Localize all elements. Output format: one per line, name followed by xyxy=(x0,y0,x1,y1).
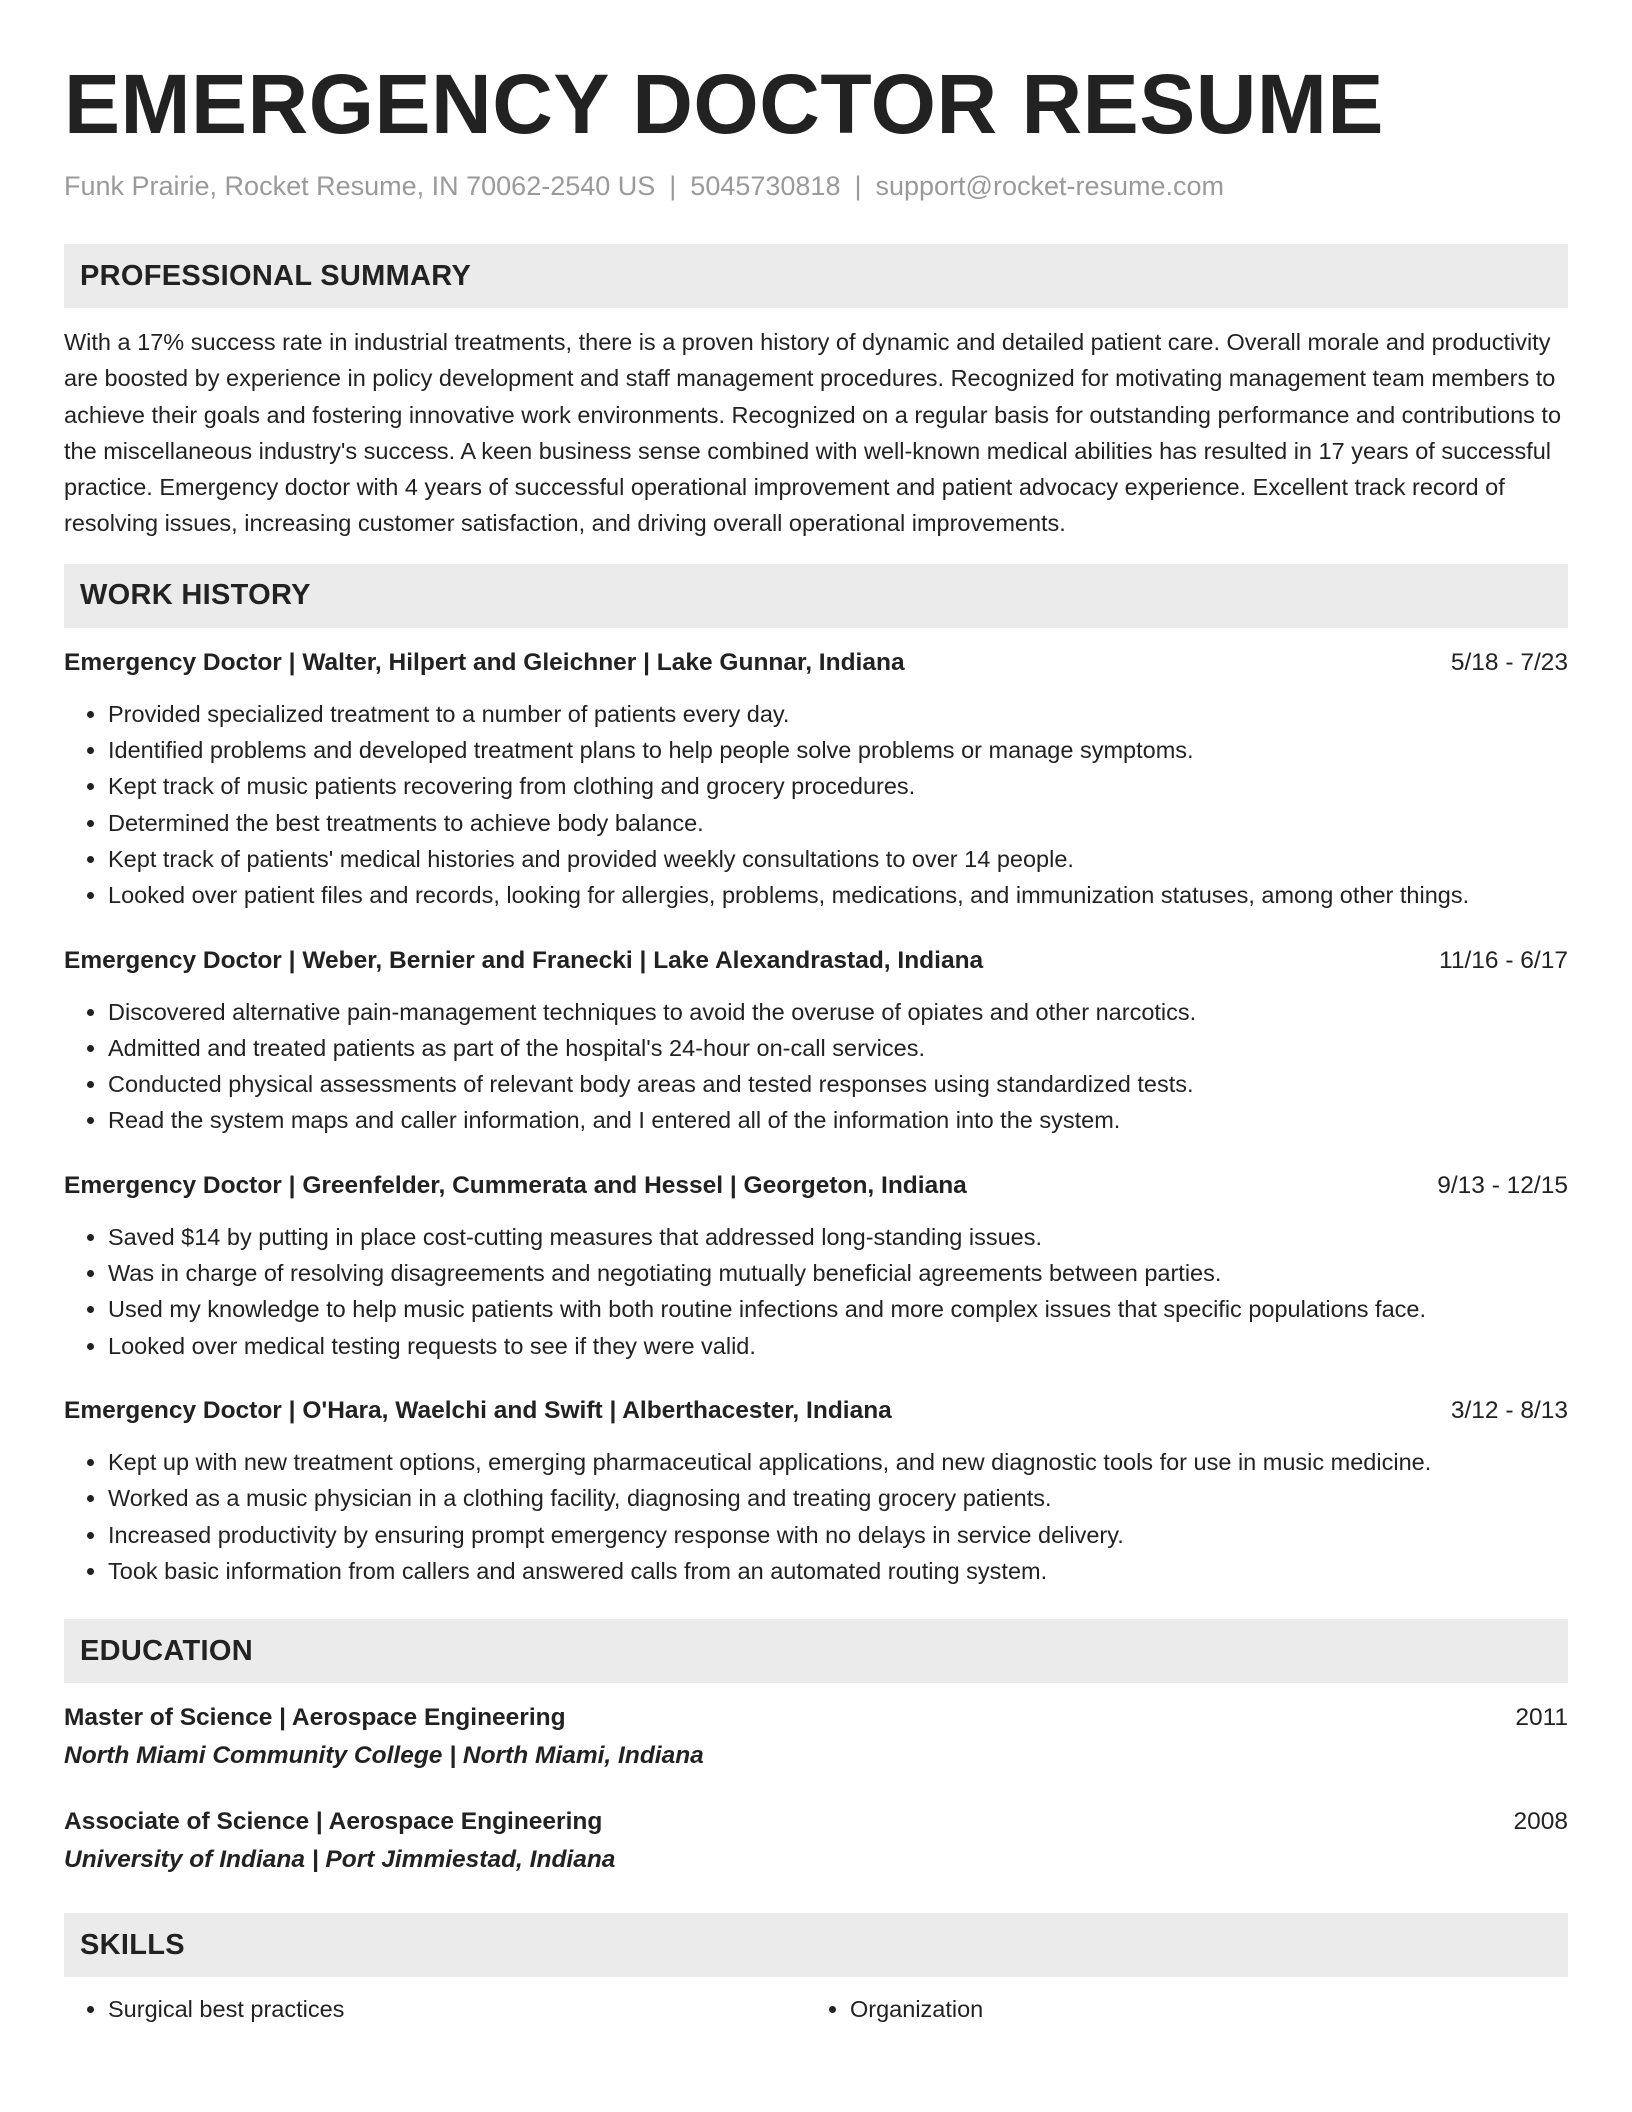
job-bullet: • Conducted physical assessments of relevant body areas and tested responses using standardized tests. xyxy=(108,1066,1568,1102)
skills-column-right xyxy=(806,1991,1548,2027)
degree: Associate of Science | Aerospace Engineering xyxy=(64,1808,603,1836)
skills-section-header xyxy=(64,1913,1568,1977)
school: North Miami Community College | North Miami, Indiana xyxy=(64,1742,704,1770)
education-header xyxy=(64,1805,1568,1839)
job-bullet: • Was in charge of resolving disagreements and negotiating mutually beneficial agreements between parties. xyxy=(108,1255,1568,1291)
education-section-header xyxy=(64,1619,1568,1683)
job-bullet: • Read the system maps and caller information, and I entered all of the information into the system. xyxy=(108,1102,1568,1138)
summary-text: With a 17% success rate in industrial treatments, there is a proven history of dynamic and detailed patient care. Overall morale and productivity are boosted by experience in policy development and staff management procedures. Recognized for motivating management team members to achieve their goals and fostering innovative work environments. Recognized on a regular basis for outstanding performance and contributions to the miscellaneous industry's success. A keen business sense combined with well-known medical abilities has resulted in 17 years of successful practice. Emergency doctor with 4 years of successful operational improvement and patient advocacy experience. Excellent track record of resolving issues, increasing customer satisfaction, and driving overall operational improvements. xyxy=(64,329,1562,537)
job-dates: 5/18 - 7/23 xyxy=(1450,648,1568,676)
resume-title: EMERGENCY DOCTOR RESUME xyxy=(64,57,1384,151)
job-title: Emergency Doctor | O'Hara, Waelchi and Swift | Alberthacester, Indiana xyxy=(64,1396,892,1424)
contact-line xyxy=(64,168,1568,204)
job-bullet: • Kept up with new treatment options, emerging pharmaceutical applications, and new diagnostic tools for use in music medicine. xyxy=(108,1444,1568,1480)
job-bullet: • Discovered alternative pain-management techniques to avoid the overuse of opiates and other narcotics. xyxy=(108,994,1568,1030)
job-title: Emergency Doctor | Greenfelder, Cummerata and Hessel | Georgeton, Indiana xyxy=(64,1171,967,1199)
job-entry xyxy=(64,944,1568,1139)
job-bullet: • Provided specialized treatment to a number of patients every day. xyxy=(108,696,1568,732)
summary-section-header xyxy=(64,244,1568,308)
education-year: 2011 xyxy=(1515,1704,1568,1732)
job-header xyxy=(64,944,1568,978)
job-bullet: • Took basic information from callers and answered calls from an automated routing system. xyxy=(108,1553,1568,1589)
job-bullet: • Looked over medical testing requests to see if they were valid. xyxy=(108,1328,1568,1364)
job-dates: 3/12 - 8/13 xyxy=(1450,1396,1568,1424)
job-bullet: • Admitted and treated patients as part of the hospital's 24-hour on-call services. xyxy=(108,1030,1568,1066)
degree: Master of Science | Aerospace Engineering xyxy=(64,1704,566,1732)
job-title: Emergency Doctor | Walter, Hilpert and Gleichner | Lake Gunnar, Indiana xyxy=(64,648,905,676)
job-header xyxy=(64,1394,1568,1428)
education-year: 2008 xyxy=(1513,1808,1568,1836)
skill-item: • Surgical best practices xyxy=(108,1991,806,2027)
school: University of Indiana | Port Jimmiestad, Indiana xyxy=(64,1846,616,1874)
skills-column-left xyxy=(64,1991,806,2027)
education-entry xyxy=(64,1701,1568,1773)
skill-item: • Organization xyxy=(850,1991,1548,2027)
skills-list xyxy=(64,1991,1568,2027)
work-section-header xyxy=(64,564,1568,628)
job-bullets xyxy=(64,1219,1568,1364)
contact-email: support@rocket-resume.com xyxy=(875,171,1225,201)
contact-separator: | xyxy=(854,171,862,201)
job-bullet: • Kept track of music patients recovering from clothing and grocery procedures. xyxy=(108,768,1568,804)
job-title: Emergency Doctor | Weber, Bernier and Franecki | Lake Alexandrastad, Indiana xyxy=(64,946,984,974)
education-entry xyxy=(64,1805,1568,1877)
education-header xyxy=(64,1701,1568,1735)
job-entry xyxy=(64,646,1568,914)
contact-phone: 5045730818 xyxy=(690,171,841,201)
skills-heading: SKILLS xyxy=(80,1928,185,1961)
education-heading: EDUCATION xyxy=(80,1634,253,1667)
summary-heading: PROFESSIONAL SUMMARY xyxy=(80,259,472,292)
job-bullets xyxy=(64,696,1568,914)
job-dates: 11/16 - 6/17 xyxy=(1439,946,1568,974)
job-bullet: • Kept track of patients' medical histories and provided weekly consultations to over 14 people. xyxy=(108,841,1568,877)
job-bullet: • Determined the best treatments to achieve body balance. xyxy=(108,805,1568,841)
job-bullet: • Saved $14 by putting in place cost-cutting measures that addressed long-standing issues. xyxy=(108,1219,1568,1255)
job-bullet: • Increased productivity by ensuring prompt emergency response with no delays in service delivery. xyxy=(108,1517,1568,1553)
job-entry xyxy=(64,1394,1568,1589)
job-header xyxy=(64,1169,1568,1203)
work-heading: WORK HISTORY xyxy=(80,579,311,612)
job-bullets xyxy=(64,994,1568,1139)
resume-page xyxy=(64,0,1568,2027)
job-bullet: • Worked as a music physician in a clothing facility, diagnosing and treating grocery patients. xyxy=(108,1480,1568,1516)
job-dates: 9/13 - 12/15 xyxy=(1437,1171,1568,1199)
contact-separator: | xyxy=(669,171,677,201)
contact-address: Funk Prairie, Rocket Resume, IN 70062-2540 US xyxy=(64,171,656,201)
job-entry xyxy=(64,1169,1568,1364)
job-bullets xyxy=(64,1444,1568,1589)
job-bullet: • Looked over patient files and records, looking for allergies, problems, medications, and immunization statuses, among other things. xyxy=(108,877,1568,913)
job-header xyxy=(64,646,1568,680)
job-bullet: • Identified problems and developed treatment plans to help people solve problems or manage symptoms. xyxy=(108,732,1568,768)
job-bullet: • Used my knowledge to help music patients with both routine infections and more complex issues that specific populations face. xyxy=(108,1291,1568,1327)
